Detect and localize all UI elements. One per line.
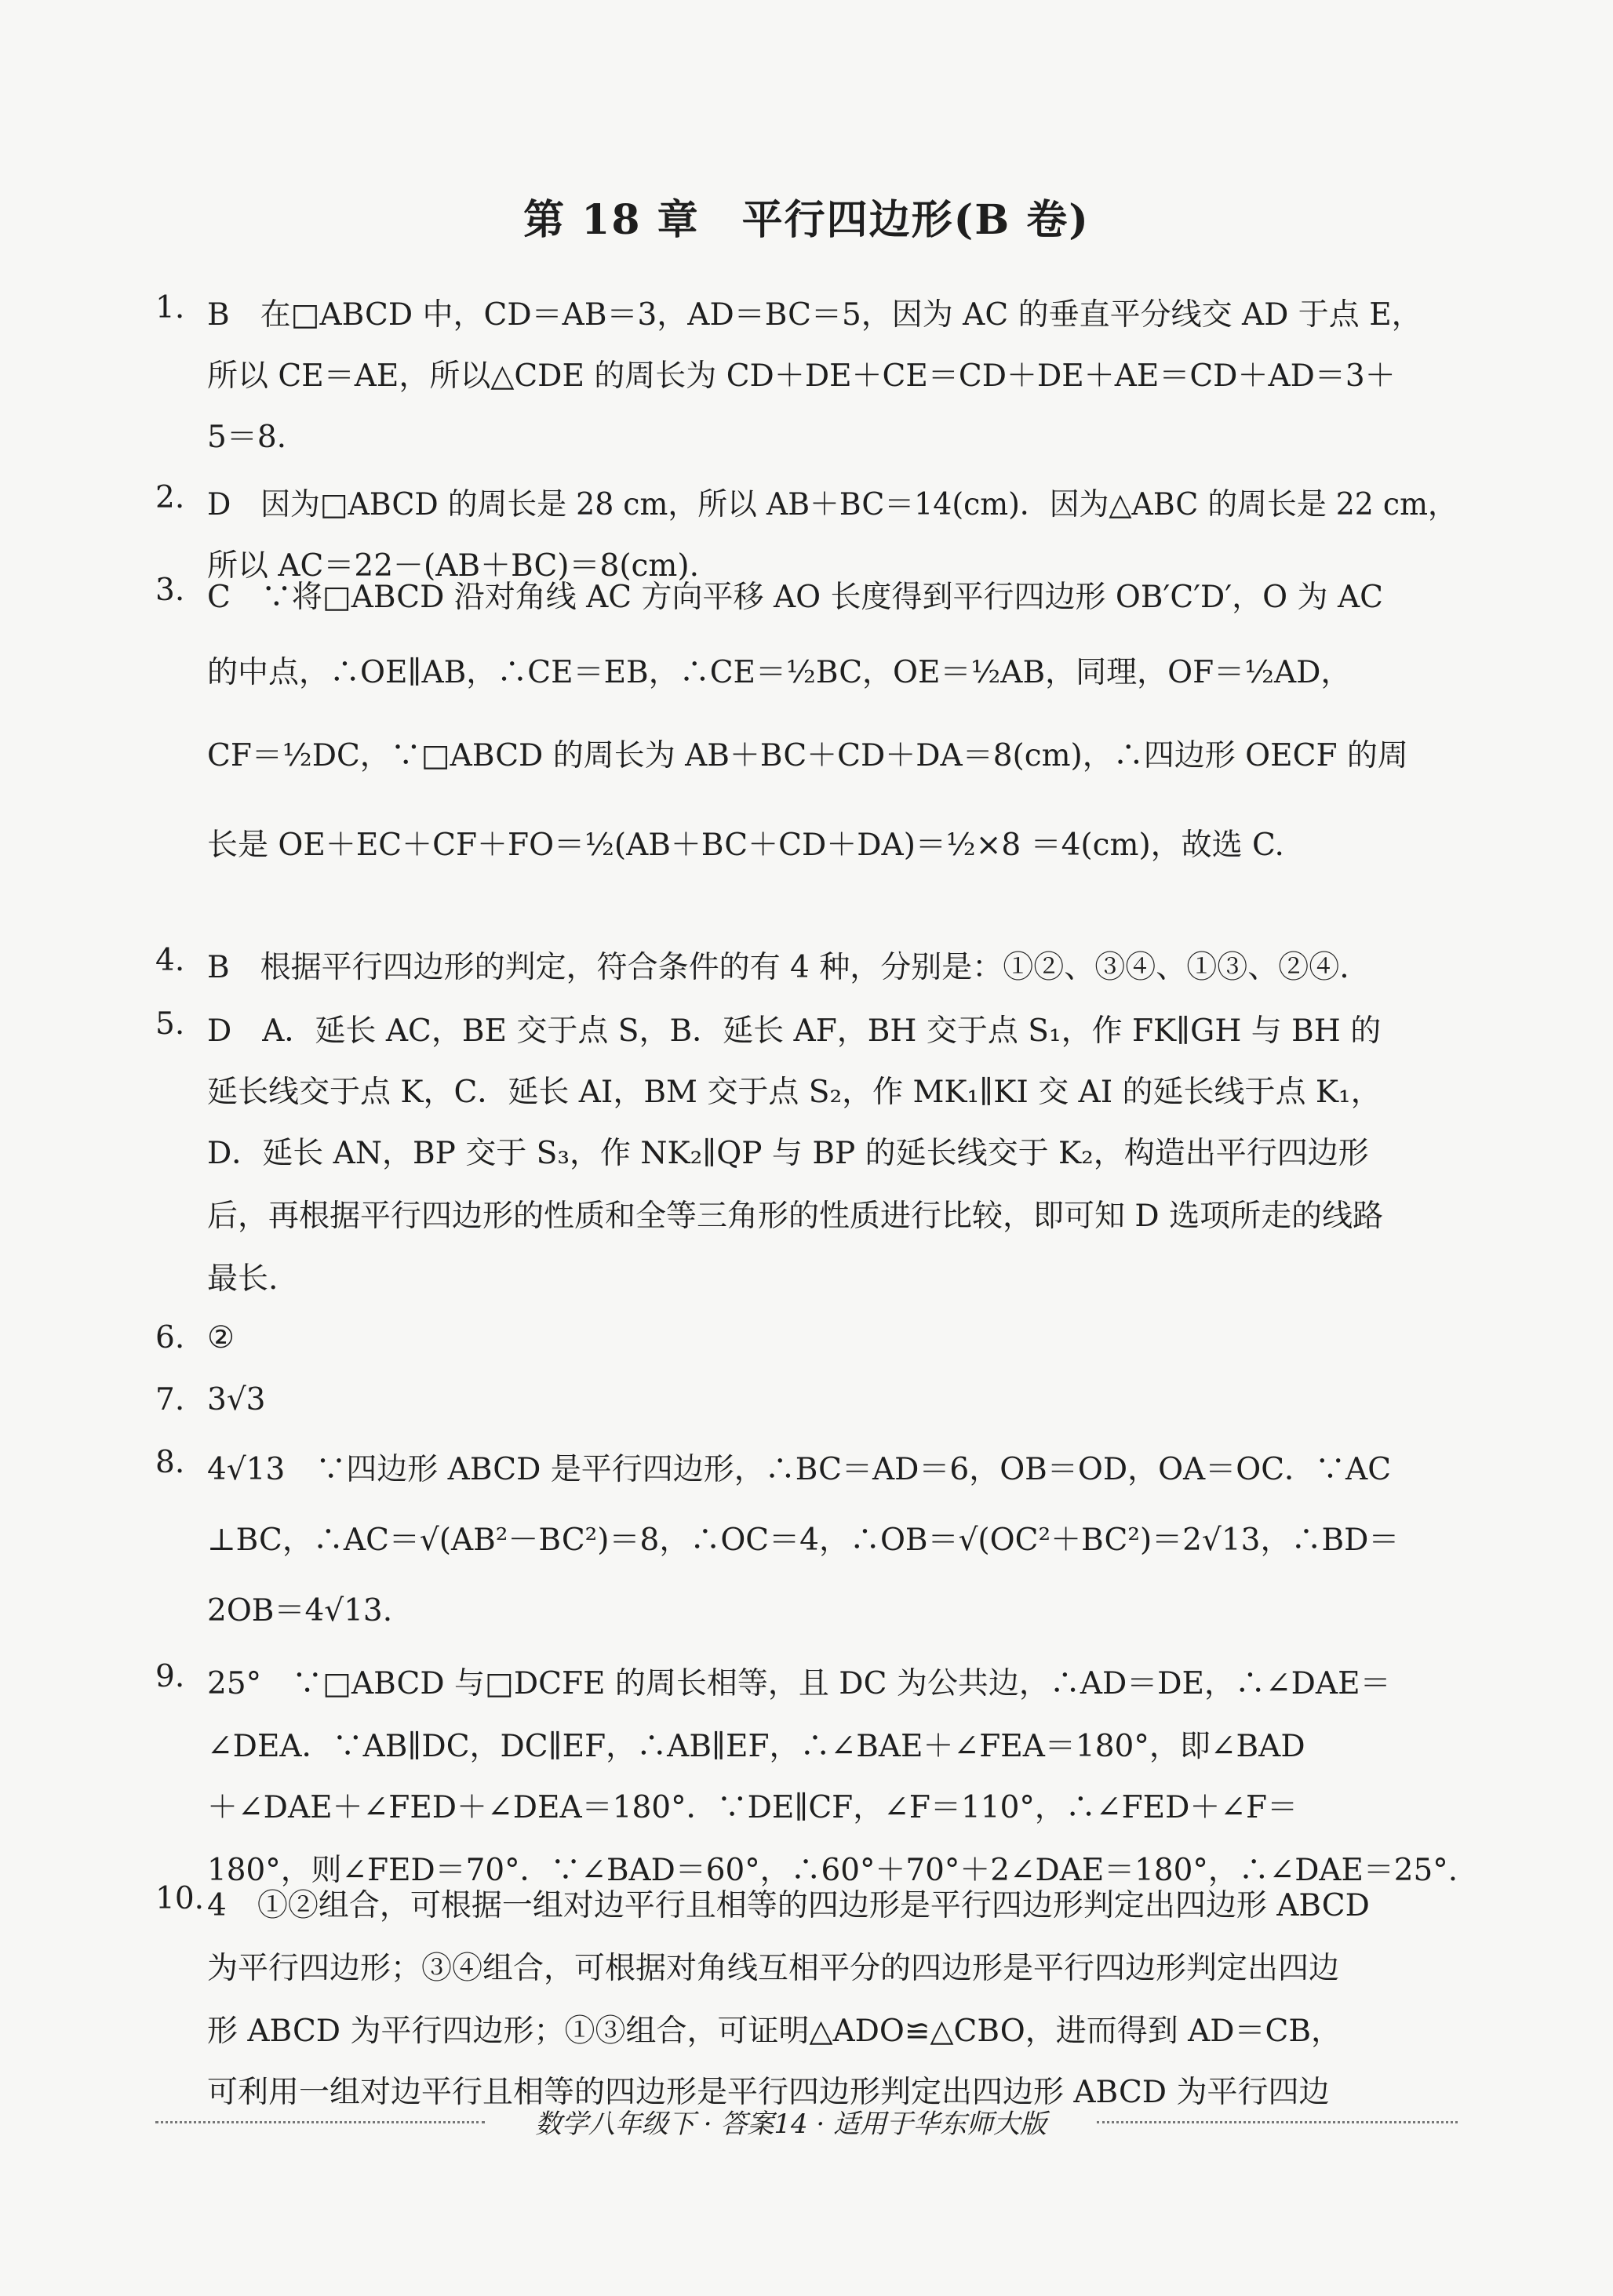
answer-number: 8.	[155, 1445, 185, 1480]
answer-line: 4 ①②组合，可根据一组对边平行且相等的四边形是平行四边形判定出四边形 ABCD	[207, 1888, 1370, 1923]
answer-line: D 因为□ABCD 的周长是 28 cm，所以 AB＋BC＝14(cm)．因为△ABC 的周长是 22 cm，	[207, 487, 1458, 522]
page-footer	[155, 2102, 1458, 2141]
answer-line: 为平行四边形；③④组合，可根据对角线互相平分的四边形是平行四边形判定出四边	[207, 1951, 1340, 1986]
answer-line: ＋∠DAE＋∠FED＋∠DEA＝180°．∵DE∥CF，∠F＝110°，∴∠FED＋∠F＝	[207, 1790, 1298, 1825]
answer-line: 的中点，∴OE∥AB，∴CE＝EB，∴CE＝½BC，OE＝½AB，同理，OF＝½AD，	[207, 655, 1352, 690]
answer-line: 形 ABCD 为平行四边形；①③组合，可证明△ADO≌△CBO，进而得到 AD＝CB，	[207, 2014, 1342, 2049]
answer-line: ∠DEA．∵AB∥DC，DC∥EF，∴AB∥EF，∴∠BAE＋∠FEA＝180°，即∠BAD	[207, 1729, 1305, 1764]
answer-line: B 在□ABCD 中，CD＝AB＝3，AD＝BC＝5，因为 AC 的垂直平分线交 AD 于点 E，	[207, 297, 1422, 333]
answer-line: ②	[207, 1320, 235, 1355]
answer-line: B 根据平行四边形的判定，符合条件的有 4 种，分别是：①②、③④、①③、②④.	[207, 950, 1349, 985]
answer-number: 6.	[155, 1320, 185, 1355]
answer-number: 9.	[155, 1659, 185, 1694]
answer-line: 后，再根据平行四边形的性质和全等三角形的性质进行比较，即可知 D 选项所走的线路	[207, 1199, 1384, 1234]
answer-number: 10.	[155, 1881, 205, 1916]
answer-line: 5＝8.	[207, 420, 287, 455]
answer-number: 7.	[155, 1382, 185, 1417]
answer-line: 最长.	[207, 1261, 279, 1297]
answer-line: 180°，则∠FED＝70°．∵∠BAD＝60°，∴60°＋70°＋2∠DAE＝180°，∴∠DAE＝25°.	[207, 1853, 1458, 1888]
answer-line: 所以 CE＝AE，所以△CDE 的周长为 CD＋DE＋CE＝CD＋DE＋AE＝CD＋AD＝3＋	[207, 358, 1396, 394]
answer-number: 4.	[155, 943, 185, 978]
answer-line: 25° ∵□ABCD 与□DCFE 的周长相等，且 DC 为公共边，∴AD＝DE，∴∠DAE＝	[207, 1666, 1391, 1701]
answer-line: 所以 AC＝22－(AB＋BC)＝8(cm).	[207, 548, 699, 584]
answer-line: 4√13 ∵四边形 ABCD 是平行四边形，∴BC＝AD＝6，OB＝OD，OA＝OC．∵AC	[207, 1452, 1392, 1487]
answer-line: 2OB＝4√13.	[207, 1593, 393, 1628]
answer-number: 2.	[155, 480, 185, 515]
footer-text: 数学八年级下 · 答案14 · 适用于华东师大版	[534, 2109, 1047, 2140]
answer-number: 3.	[155, 573, 185, 608]
footer-rule-right	[1097, 2121, 1458, 2123]
answer-number: 5.	[155, 1006, 185, 1042]
page-title: 第 18 章 平行四边形(B 卷)	[523, 196, 1090, 244]
answer-line: 延长线交于点 K，C．延长 AI，BM 交于点 S₂，作 MK₁∥KI 交 AI 的延长线于点 K₁，	[207, 1075, 1382, 1110]
answer-line: D．延长 AN，BP 交于 S₃，作 NK₂∥QP 与 BP 的延长线交于 K₂，构造出平行四边形	[207, 1136, 1369, 1171]
answer-line: 长是 OE＋EC＋CF＋FO＝½(AB＋BC＋CD＋DA)＝½×8 ＝4(cm)，故选 C.	[207, 828, 1284, 863]
answer-line: D A．延长 AC，BE 交于点 S，B．延长 AF，BH 交于点 S₁，作 FK∥GH 与 BH 的	[207, 1013, 1382, 1049]
answer-line: CF＝½DC，∵□ABCD 的周长为 AB＋BC＋CD＋DA＝8(cm)，∴四边形 OECF 的周	[207, 738, 1408, 773]
answer-line: ⊥BC，∴AC＝√(AB²－BC²)＝8，∴OC＝4，∴OB＝√(OC²＋BC²)＝2√13，∴BD＝	[207, 1523, 1400, 1558]
answer-number: 1.	[155, 290, 185, 326]
answer-line: 3√3	[207, 1382, 266, 1417]
answer-line: C ∵将□ABCD 沿对角线 AC 方向平移 AO 长度得到平行四边形 OB′C′D′，O 为 AC	[207, 580, 1383, 615]
footer-rule-left	[155, 2121, 485, 2123]
answer-line: 可利用一组对边平行且相等的四边形是平行四边形判定出四边形 ABCD 为平行四边	[207, 2075, 1330, 2110]
